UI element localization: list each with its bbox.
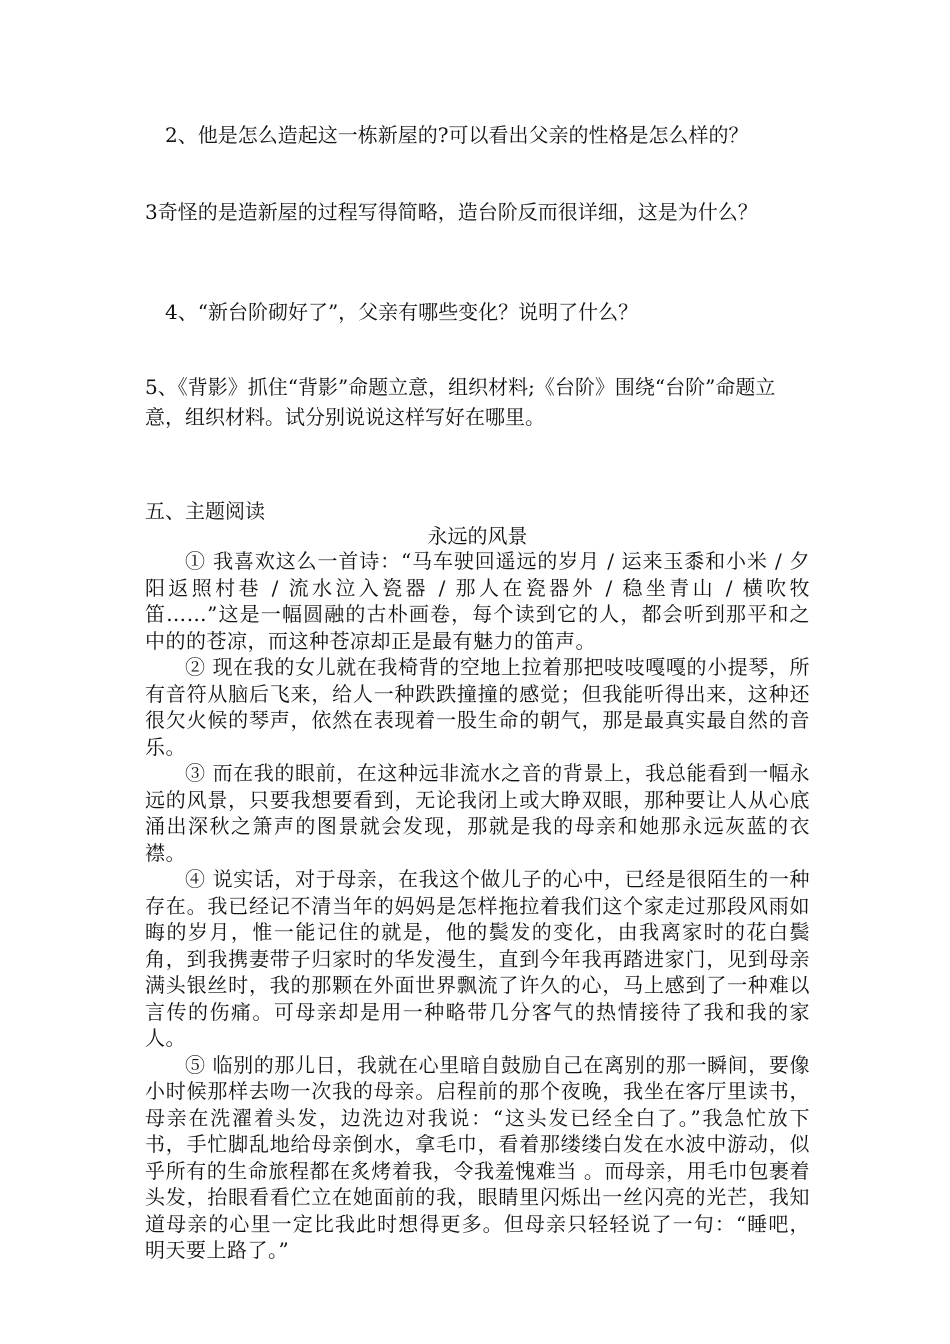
question-2: 2、他是怎么造起这一栋新屋的?可以看出父亲的性格是怎么样的？ bbox=[165, 123, 749, 147]
question-4: 4、“新台阶砌好了”，父亲有哪些变化？说明了什么？ bbox=[165, 300, 639, 324]
article-paragraph-1: ① 我喜欢这么一首诗：“马车驶回遥远的岁月 / 运来玉黍和小米 / 夕阳返照村巷 / 流水泣入瓷器 / 那人在瓷器外 / 稳坐青山 / 横吹牧笛……”这是一幅圆融的古朴画卷，每个读到它的人，都会听到那平和之中的的苍凉，而这种苍凉却正是最有魅力的笛声。 bbox=[145, 549, 810, 653]
question-3: 3奇怪的是造新屋的过程写得简略，造台阶反而很详细，这是为什么？ bbox=[145, 200, 758, 224]
article-paragraph-4: ④ 说实话，对于母亲，在我这个做儿子的心中，已经是很陌生的一种存在。我已经记不清当年的妈妈是怎样拖拉着我们这个家走过那段风雨如晦的岁月，惟一能记住的就是，他的鬓发的变化，由我离家时的花白鬓角，到我携妻带子归家时的华发漫生，直到今年我再踏进家门，见到母亲满头银丝时，我的那颗在外面世界飘流了许久的心，马上感到了一种难以言传的伤痛。可母亲却是用一种略带几分客气的热情接待了我和我的家人。 bbox=[145, 867, 810, 1050]
section-heading: 五、主题阅读 bbox=[145, 499, 265, 523]
question-5: 5、《背影》抓住“背影”命题立意，组织材料;《台阶》围绕“台阶”命题立意，组织材料。试分别说说这样写好在哪里。 bbox=[145, 375, 776, 429]
article-paragraph-2: ② 现在我的女儿就在我椅背的空地上拉着那把吱吱嘎嘎的小提琴，所有音符从脑后飞来，给人一种跌跌撞撞的感觉；但我能听得出来，这种还很欠火候的琴声，依然在表现着一股生命的朝气，那是最真实最自然的音乐。 bbox=[145, 655, 810, 759]
article-body bbox=[145, 548, 810, 1264]
article-paragraph-3: ③ 而在我的眼前，在这种远非流水之音的背景上，我总能看到一幅永远的风景，只要我想要看到，无论我闭上或大睁双眼，那种要让人从心底涌出深秋之箫声的图景就会发现，那就是我的母亲和她那永远灰蓝的衣襟。 bbox=[145, 761, 810, 865]
article-paragraph-5: ⑤ 临别的那儿日，我就在心里暗自鼓励自己在离别的那一瞬间，要像小时候那样去吻一次我的母亲。启程前的那个夜晚，我坐在客厅里读书，母亲在洗濯着头发，边洗边对我说：“这头发已经全白了。”我急忙放下书，手忙脚乱地给母亲倒水，拿毛巾，看着那缕缕白发在水波中游动，似乎所有的生命旅程都在炙烤着我，令我羞愧难当 。而母亲，用毛巾包裹着头发，抬眼看看伫立在她面前的我，眼睛里闪烁出一丝闪亮的光芒，我知道母亲的心里一定比我此时想得更多。但母亲只轻轻说了一句：“睡吧，明天要上路了。” bbox=[145, 1052, 810, 1262]
article-title: 永远的风景 bbox=[427, 524, 528, 548]
